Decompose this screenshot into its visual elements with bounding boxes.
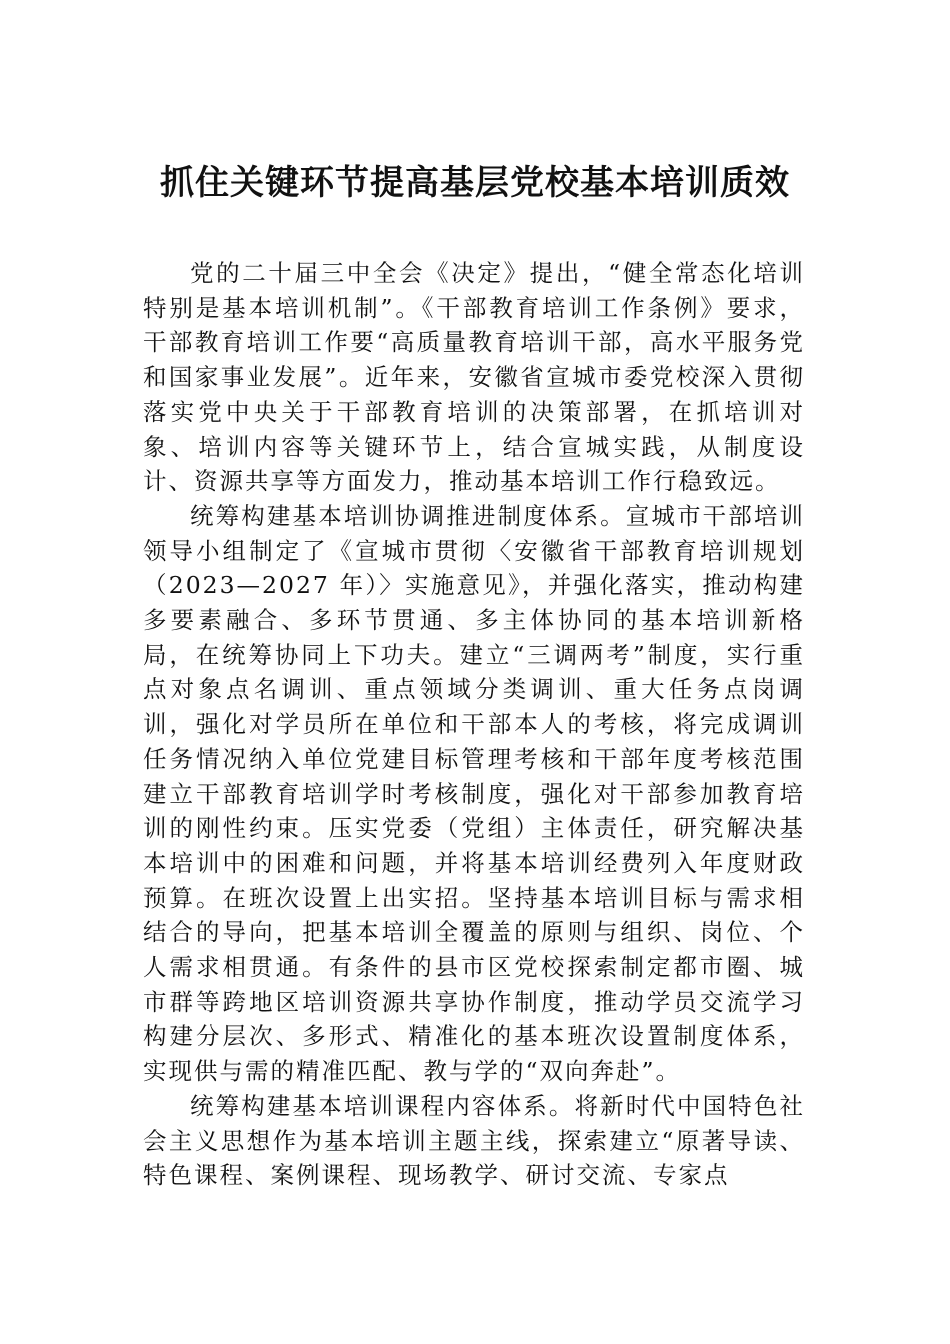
paragraph-intro: 党的二十届三中全会《决定》提出，“健全常态化培训特别是基本培训机制”。《干部教育培训工作条例》要求，干部教育培训工作要“高质量教育培训干部，高水平服务党和国家事业发展”。近年来，安徽省宣城市委党校深入贯彻落实党中央关于干部教育培训的决策部署，在抓培训对象、培训内容等关键环节上，结合宣城实践，从制度设计、资源共享等方面发力，推动基本培训工作行稳致远。 (143, 259, 805, 496)
paragraph-institutional-system: 统筹构建基本培训协调推进制度体系。宣城市干部培训领导小组制定了《宣城市贯彻〈安徽省干部教育培训规划（2023—2027 年）〉实施意见》，并强化落实，推动构建多要素融合、多环节贯通、多主体协同的基本培训新格局，在统筹协同上下功夫。建立“三调两考”制度，实行重点对象点名调训、重点领域分类调训、重大任务点岗调训，强化对学员所在单位和干部本人的考核，将完成调训任务情况纳入单位党建目标管理考核和干部年度考核范围建立干部教育培训学时考核制度，强化对干部参加教育培训的刚性约束。压实党委（党组）主体责任，研究解决基本培训中的困难和问题，并将基本培训经费列入年度财政预算。在班次设置上出实招。坚持基本培训目标与需求相结合的导向，把基本培训全覆盖的原则与组织、岗位、个人需求相贯通。有条件的县市区党校探索制定都市圈、城市群等跨地区培训资源共享协作制度，推动学员交流学习构建分层次、多形式、精准化的基本班次设置制度体系，实现供与需的精准匹配、教与学的“双向奔赴”。 (143, 501, 805, 1086)
document-title: 抓住关键环节提高基层党校基本培训质效 (160, 163, 790, 203)
paragraph-curriculum-system: 统筹构建基本培训课程内容体系。将新时代中国特色社会主义思想作为基本培训主题主线，探索建立“原著导读、特色课程、案例课程、现场教学、研讨交流、专家点 (143, 1091, 805, 1190)
document-body (143, 256, 805, 1193)
